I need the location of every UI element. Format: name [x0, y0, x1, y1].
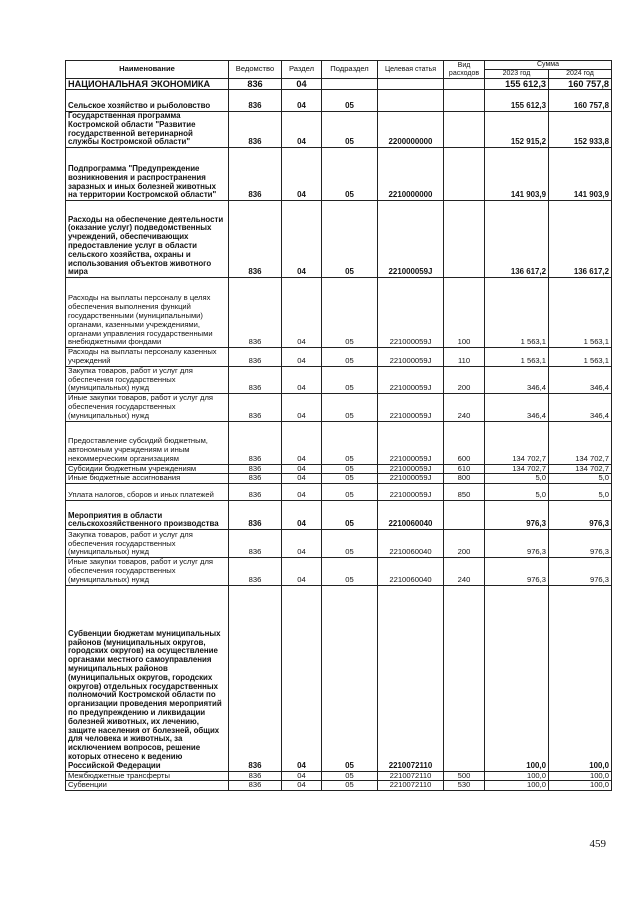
row-razdel-cell: 04 [282, 112, 322, 148]
row-sum-2023-cell: 136 617,2 [485, 201, 549, 278]
table-row [66, 366, 612, 393]
row-podrazdel-cell: 05 [322, 348, 378, 367]
row-sum-2024-cell: 976,3 [549, 501, 612, 530]
row-name-cell: Расходы на обеспечение деятельности (оказание услуг) подведомственных учреждений, обеспечивающих предоставление услуг в области сельского хозяйства, охраны и использования объектов животного мира [66, 201, 229, 278]
header-tselevaya-statya: Целевая статья [378, 61, 444, 79]
row-tselevaya-cell: 221000059J [378, 394, 444, 421]
row-vid-cell: 100 [444, 278, 485, 348]
row-name-cell: Закупка товаров, работ и услуг для обеспечения государственных (муниципальных) нужд [66, 366, 229, 393]
row-vedomstvo-cell: 836 [229, 781, 282, 791]
row-sum-2024-cell: 100,0 [549, 585, 612, 771]
row-razdel-cell: 04 [282, 464, 322, 474]
row-vedomstvo-cell: 836 [229, 148, 282, 201]
table-row [66, 90, 612, 112]
row-podrazdel-cell: 05 [322, 530, 378, 558]
row-vedomstvo-cell: 836 [229, 474, 282, 484]
row-name-cell: НАЦИОНАЛЬНАЯ ЭКОНОМИКА [66, 79, 229, 90]
row-sum-2023-cell: 155 612,3 [485, 79, 549, 90]
row-podrazdel-cell: 05 [322, 771, 378, 781]
row-sum-2024-cell: 141 903,9 [549, 148, 612, 201]
row-vedomstvo-cell: 836 [229, 278, 282, 348]
row-sum-2023-cell: 134 702,7 [485, 464, 549, 474]
row-vid-cell [444, 112, 485, 148]
row-sum-2024-cell: 100,0 [549, 781, 612, 791]
row-name-cell: Предоставление субсидий бюджетным, автономным учреждениям и иным некоммерческим организациям [66, 421, 229, 464]
table-row [66, 348, 612, 367]
row-tselevaya-cell [378, 79, 444, 90]
row-vedomstvo-cell: 836 [229, 484, 282, 501]
table-row [66, 558, 612, 585]
page-number: 459 [589, 838, 606, 850]
row-podrazdel-cell: 05 [322, 148, 378, 201]
row-razdel-cell: 04 [282, 558, 322, 585]
row-vid-cell: 200 [444, 530, 485, 558]
row-vid-cell: 850 [444, 484, 485, 501]
row-vedomstvo-cell: 836 [229, 90, 282, 112]
row-tselevaya-cell: 2210072110 [378, 771, 444, 781]
row-name-cell: Иные бюджетные ассигнования [66, 474, 229, 484]
row-vid-cell: 530 [444, 781, 485, 791]
row-sum-2023-cell: 976,3 [485, 558, 549, 585]
row-razdel-cell: 04 [282, 585, 322, 771]
row-razdel-cell: 04 [282, 421, 322, 464]
row-podrazdel-cell: 05 [322, 366, 378, 393]
row-vedomstvo-cell: 836 [229, 585, 282, 771]
row-sum-2024-cell: 976,3 [549, 530, 612, 558]
row-razdel-cell: 04 [282, 781, 322, 791]
row-sum-2024-cell: 136 617,2 [549, 201, 612, 278]
row-vedomstvo-cell: 836 [229, 394, 282, 421]
header-vedomstvo: Ведомство [229, 61, 282, 79]
row-sum-2023-cell: 100,0 [485, 585, 549, 771]
row-name-cell: Расходы на выплаты персоналу в целях обеспечения выполнения функций государственными (муниципальными) органами, казенными учреждениями, органами управления государственными внебюджетными фондами [66, 278, 229, 348]
row-sum-2023-cell: 100,0 [485, 781, 549, 791]
row-vid-cell [444, 201, 485, 278]
row-name-cell: Мероприятия в области сельскохозяйственного производства [66, 501, 229, 530]
row-sum-2024-cell: 134 702,7 [549, 421, 612, 464]
table-body [66, 79, 612, 791]
row-razdel-cell: 04 [282, 278, 322, 348]
header-name: Наименование [66, 61, 229, 79]
row-vid-cell [444, 79, 485, 90]
row-razdel-cell: 04 [282, 484, 322, 501]
row-vid-cell: 240 [444, 558, 485, 585]
header-summa: Сумма [485, 61, 612, 70]
row-razdel-cell: 04 [282, 501, 322, 530]
row-tselevaya-cell: 221000059J [378, 464, 444, 474]
row-sum-2024-cell: 1 563,1 [549, 348, 612, 367]
row-tselevaya-cell: 2210072110 [378, 585, 444, 771]
row-name-cell: Субвенции [66, 781, 229, 791]
row-podrazdel-cell: 05 [322, 278, 378, 348]
row-tselevaya-cell: 2210072110 [378, 781, 444, 791]
row-sum-2024-cell: 5,0 [549, 474, 612, 484]
row-razdel-cell: 04 [282, 348, 322, 367]
row-sum-2023-cell: 152 915,2 [485, 112, 549, 148]
row-sum-2023-cell: 134 702,7 [485, 421, 549, 464]
row-razdel-cell: 04 [282, 90, 322, 112]
row-vid-cell [444, 501, 485, 530]
row-vedomstvo-cell: 836 [229, 501, 282, 530]
row-vid-cell: 110 [444, 348, 485, 367]
row-tselevaya-cell: 221000059J [378, 474, 444, 484]
row-tselevaya-cell: 221000059J [378, 348, 444, 367]
header-razdel: Раздел [282, 61, 322, 79]
row-vid-cell: 200 [444, 366, 485, 393]
row-sum-2024-cell: 152 933,8 [549, 112, 612, 148]
row-vedomstvo-cell: 836 [229, 530, 282, 558]
row-podrazdel-cell: 05 [322, 394, 378, 421]
row-vedomstvo-cell: 836 [229, 421, 282, 464]
row-tselevaya-cell: 221000059J [378, 201, 444, 278]
row-vid-cell [444, 90, 485, 112]
row-name-cell: Субсидии бюджетным учреждениям [66, 464, 229, 474]
row-vid-cell: 800 [444, 474, 485, 484]
row-sum-2024-cell: 5,0 [549, 484, 612, 501]
row-tselevaya-cell: 221000059J [378, 421, 444, 464]
header-vid-raskhodov: Вид расходов [444, 61, 485, 79]
table-row [66, 781, 612, 791]
row-razdel-cell: 04 [282, 394, 322, 421]
row-name-cell: Межбюджетные трансферты [66, 771, 229, 781]
row-sum-2023-cell: 1 563,1 [485, 278, 549, 348]
row-tselevaya-cell: 2200000000 [378, 112, 444, 148]
row-name-cell: Закупка товаров, работ и услуг для обеспечения государственных (муниципальных) нужд [66, 530, 229, 558]
row-razdel-cell: 04 [282, 366, 322, 393]
row-sum-2024-cell: 346,4 [549, 394, 612, 421]
row-podrazdel-cell: 05 [322, 501, 378, 530]
row-sum-2023-cell: 976,3 [485, 501, 549, 530]
row-vid-cell: 240 [444, 394, 485, 421]
row-vedomstvo-cell: 836 [229, 201, 282, 278]
table-row [66, 501, 612, 530]
row-name-cell: Уплата налогов, сборов и иных платежей [66, 484, 229, 501]
row-sum-2024-cell: 100,0 [549, 771, 612, 781]
row-razdel-cell: 04 [282, 530, 322, 558]
table-row [66, 112, 612, 148]
row-vid-cell: 610 [444, 464, 485, 474]
row-name-cell: Иные закупки товаров, работ и услуг для обеспечения государственных (муниципальных) нужд [66, 558, 229, 585]
row-podrazdel-cell: 05 [322, 781, 378, 791]
row-podrazdel-cell [322, 79, 378, 90]
table-row [66, 530, 612, 558]
table-row [66, 484, 612, 501]
row-name-cell: Иные закупки товаров, работ и услуг для обеспечения государственных (муниципальных) нужд [66, 394, 229, 421]
table-row [66, 421, 612, 464]
row-podrazdel-cell: 05 [322, 558, 378, 585]
row-tselevaya-cell: 2210060040 [378, 530, 444, 558]
row-tselevaya-cell: 2210000000 [378, 148, 444, 201]
header-year-2024: 2024 год [549, 70, 612, 79]
row-tselevaya-cell: 221000059J [378, 366, 444, 393]
row-vedomstvo-cell: 836 [229, 348, 282, 367]
row-vedomstvo-cell: 836 [229, 112, 282, 148]
row-podrazdel-cell: 05 [322, 464, 378, 474]
row-vedomstvo-cell: 836 [229, 366, 282, 393]
table-row [66, 148, 612, 201]
budget-table [65, 60, 612, 791]
row-razdel-cell: 04 [282, 79, 322, 90]
row-razdel-cell: 04 [282, 201, 322, 278]
row-sum-2024-cell: 346,4 [549, 366, 612, 393]
row-podrazdel-cell: 05 [322, 484, 378, 501]
row-podrazdel-cell: 05 [322, 201, 378, 278]
row-sum-2024-cell: 134 702,7 [549, 464, 612, 474]
row-vedomstvo-cell: 836 [229, 79, 282, 90]
row-vid-cell: 600 [444, 421, 485, 464]
table-row [66, 278, 612, 348]
row-name-cell: Расходы на выплаты персоналу казенных учреждений [66, 348, 229, 367]
row-sum-2023-cell: 100,0 [485, 771, 549, 781]
row-sum-2023-cell: 141 903,9 [485, 148, 549, 201]
row-sum-2023-cell: 346,4 [485, 366, 549, 393]
row-podrazdel-cell: 05 [322, 90, 378, 112]
row-name-cell: Подпрограмма "Предупреждение возникновения и распространения заразных и иных болезней животных на территории Костромской области" [66, 148, 229, 201]
table-row [66, 585, 612, 771]
row-razdel-cell: 04 [282, 148, 322, 201]
row-sum-2023-cell: 346,4 [485, 394, 549, 421]
row-vid-cell: 500 [444, 771, 485, 781]
table-row [66, 79, 612, 90]
header-podrazdel: Подраздел [322, 61, 378, 79]
row-sum-2023-cell: 5,0 [485, 474, 549, 484]
header-year-2023: 2023 год [485, 70, 549, 79]
row-sum-2024-cell: 160 757,8 [549, 79, 612, 90]
row-sum-2023-cell: 1 563,1 [485, 348, 549, 367]
row-sum-2023-cell: 976,3 [485, 530, 549, 558]
row-vedomstvo-cell: 836 [229, 771, 282, 781]
table-row [66, 474, 612, 484]
row-razdel-cell: 04 [282, 474, 322, 484]
row-podrazdel-cell: 05 [322, 474, 378, 484]
row-tselevaya-cell: 2210060040 [378, 558, 444, 585]
row-sum-2024-cell: 160 757,8 [549, 90, 612, 112]
row-tselevaya-cell: 221000059J [378, 484, 444, 501]
row-podrazdel-cell: 05 [322, 421, 378, 464]
row-name-cell: Субвенции бюджетам муниципальных районов (муниципальных округов, городских округов) на осуществление органами местного самоуправления муниципальных районов (муниципальных округов, городских округов) отдельных государственных полномочий Костромской области по организации проведения мероприятий по предупреждению и ликвидации болезней животных, их лечению, защите населения от болезней, общих для человека и животных, за исключением вопросов, решение которых отнесено к ведению Российской Федерации [66, 585, 229, 771]
row-name-cell: Государственная программа Костромской области "Развитие государственной ветеринарной службы Костромской области" [66, 112, 229, 148]
row-podrazdel-cell: 05 [322, 585, 378, 771]
row-sum-2023-cell: 5,0 [485, 484, 549, 501]
row-tselevaya-cell: 2210060040 [378, 501, 444, 530]
row-sum-2023-cell: 155 612,3 [485, 90, 549, 112]
row-tselevaya-cell [378, 90, 444, 112]
table-header [66, 61, 612, 79]
row-vedomstvo-cell: 836 [229, 558, 282, 585]
row-name-cell: Сельское хозяйство и рыболовство [66, 90, 229, 112]
table-row [66, 201, 612, 278]
row-sum-2024-cell: 1 563,1 [549, 278, 612, 348]
row-razdel-cell: 04 [282, 771, 322, 781]
table-row [66, 394, 612, 421]
row-sum-2024-cell: 976,3 [549, 558, 612, 585]
row-podrazdel-cell: 05 [322, 112, 378, 148]
row-vid-cell [444, 585, 485, 771]
row-vid-cell [444, 148, 485, 201]
row-tselevaya-cell: 221000059J [378, 278, 444, 348]
row-vedomstvo-cell: 836 [229, 464, 282, 474]
